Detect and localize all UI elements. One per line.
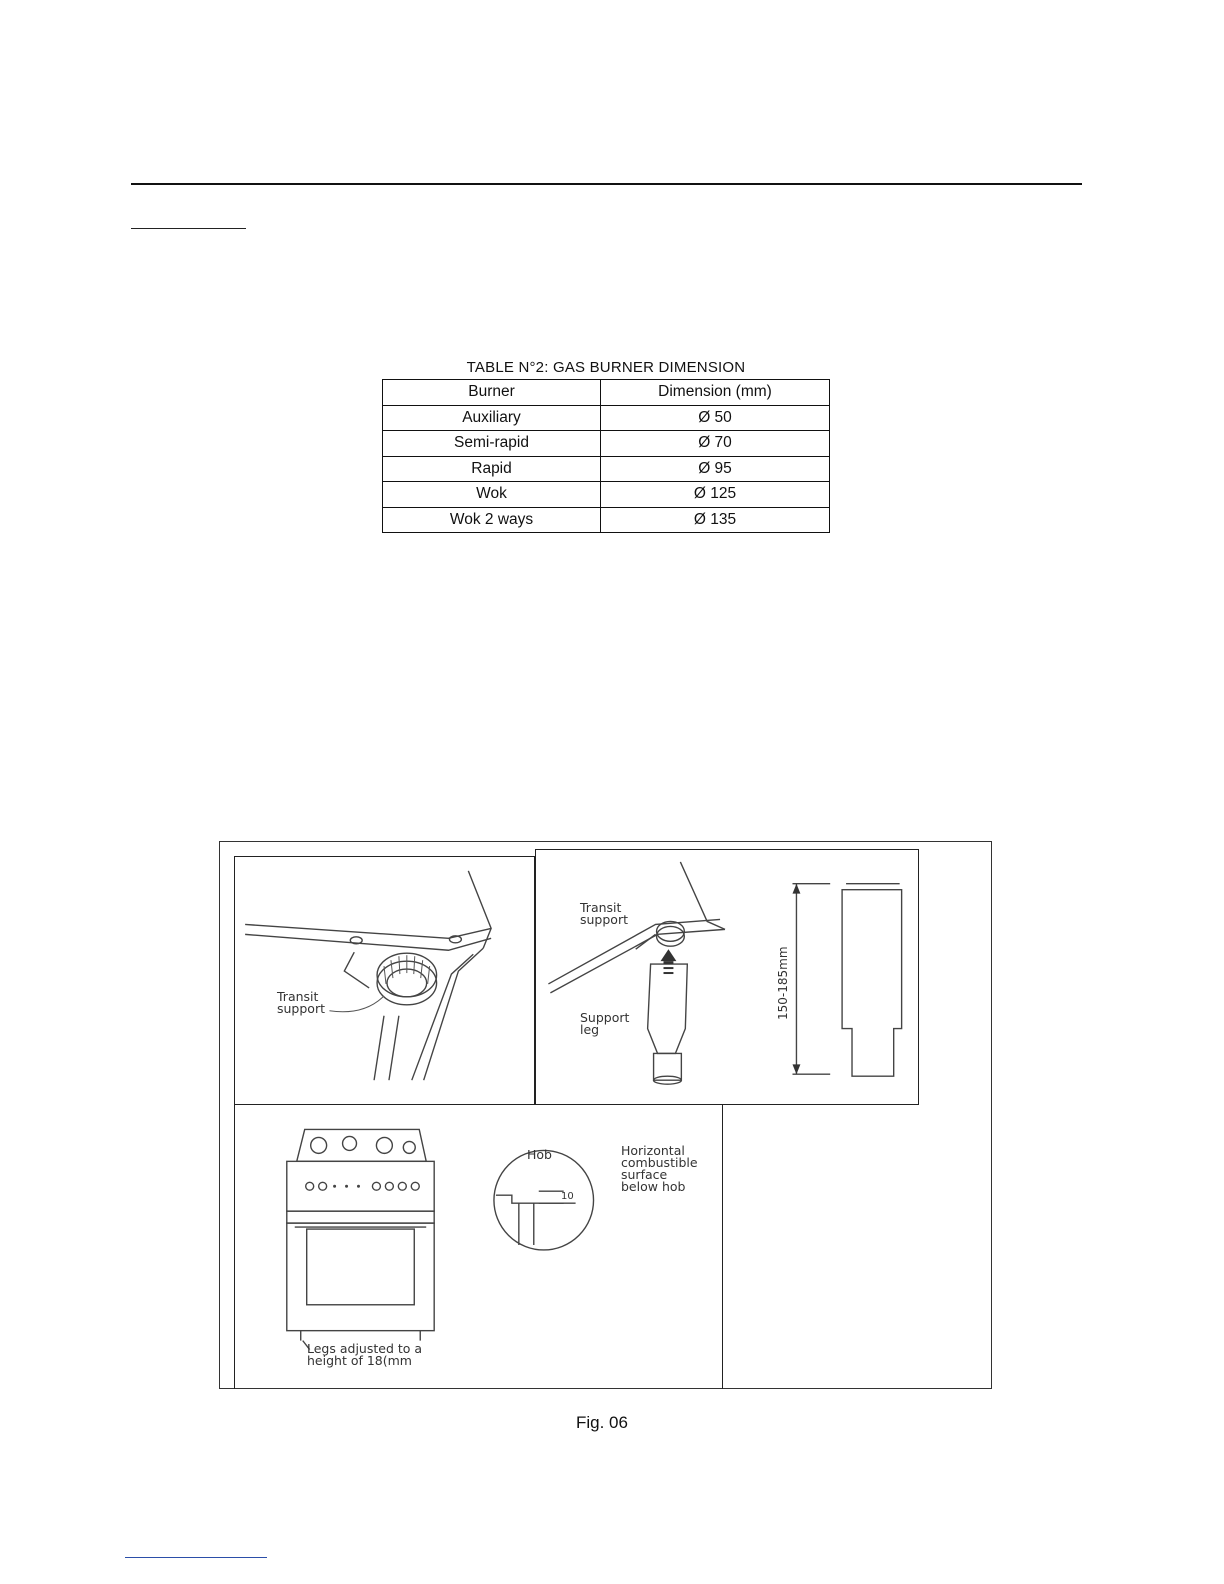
- legs-height-label: Legs adjusted to a height of 18(mm: [307, 1341, 423, 1368]
- cell-burner: Semi-rapid: [383, 431, 601, 457]
- table-row: [383, 482, 830, 508]
- cell-dimension: Ø 70: [601, 431, 830, 457]
- transit-support-illustration: [235, 857, 534, 1104]
- cell-dimension: Ø 135: [601, 507, 830, 533]
- figure-caption: Fig. 06: [576, 1413, 628, 1432]
- cell-dimension: Ø 50: [601, 405, 830, 431]
- support-leg-panel: [535, 849, 919, 1105]
- transit-support-panel: [234, 856, 535, 1105]
- cell-burner: Wok 2 ways: [383, 507, 601, 533]
- header-rule: [131, 183, 1082, 185]
- leg-height-dimension: 150-185mm: [776, 946, 790, 1020]
- table-row: [383, 431, 830, 457]
- table-row: [383, 456, 830, 482]
- transit-support-label: Transit support: [277, 989, 325, 1016]
- table-caption: TABLE N°2: GAS BURNER DIMENSION: [466, 359, 746, 376]
- combustible-surface-label: Horizontal combustible surface below hob: [621, 1143, 698, 1194]
- table-row: [383, 405, 830, 431]
- cell-burner: Wok: [383, 482, 601, 508]
- header-dimension: Dimension (mm): [601, 380, 830, 406]
- clearance-label: 10: [561, 1191, 574, 1202]
- burner-dimension-table: [382, 379, 830, 533]
- hob-label: Hob: [527, 1147, 552, 1162]
- header-burner: Burner: [383, 380, 601, 406]
- support-leg-label: Support leg: [580, 1010, 630, 1037]
- cell-burner: Auxiliary: [383, 405, 601, 431]
- cell-dimension: Ø 125: [601, 482, 830, 508]
- installation-height-panel: [234, 1105, 723, 1389]
- table-header-row: [383, 380, 830, 406]
- section-underline: [131, 228, 246, 229]
- figure-06: [219, 841, 992, 1389]
- table-row: [383, 507, 830, 533]
- footer-link-rule: [125, 1557, 267, 1558]
- support-leg-illustration: [536, 850, 918, 1104]
- cell-dimension: Ø 95: [601, 456, 830, 482]
- transit-support-label-2: Transit support: [580, 900, 628, 927]
- cell-burner: Rapid: [383, 456, 601, 482]
